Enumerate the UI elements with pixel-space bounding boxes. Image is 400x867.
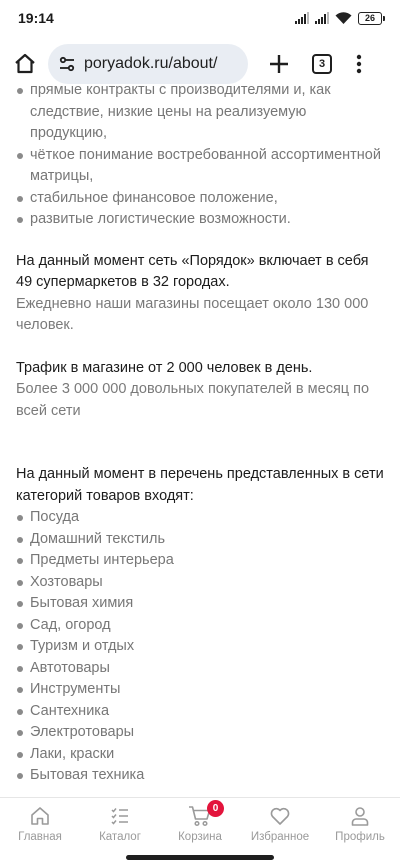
- battery-level: 26: [364, 13, 375, 23]
- nav-home[interactable]: [0, 798, 80, 849]
- categories-block: [16, 464, 384, 787]
- bottom-nav: [0, 797, 400, 849]
- heart-icon: [269, 805, 291, 827]
- status-bar: [0, 0, 400, 36]
- signal-icon: [295, 12, 309, 24]
- plus-icon: [269, 54, 289, 74]
- nav-cart-label: Корзина: [178, 831, 222, 843]
- home-button[interactable]: [10, 49, 40, 79]
- list-icon: [109, 805, 131, 827]
- traffic-heading: Трафик в магазине от 2 000 человек в день.: [16, 359, 313, 376]
- category-item: Хозтовары: [16, 572, 384, 594]
- signal-icon-2: [315, 12, 329, 24]
- category-item: Посуда: [16, 507, 384, 529]
- home-icon: [13, 52, 37, 76]
- nav-favorites-label: Избранное: [250, 831, 310, 843]
- category-item: Автотовары: [16, 658, 384, 680]
- category-item: Предметы интерьера: [16, 550, 384, 572]
- user-icon: [349, 805, 371, 827]
- category-item: Бытовая химия: [16, 593, 384, 615]
- list-item: стабильное финансовое положение,: [16, 188, 384, 210]
- category-item: Электротовары: [16, 722, 384, 744]
- traffic-block: [16, 358, 384, 423]
- nav-favorites[interactable]: [240, 798, 320, 849]
- categories-heading: На данный момент в перечень представленных в сети категорий товаров входят:: [16, 466, 384, 504]
- status-icons: [295, 12, 382, 25]
- nav-profile-label: Профиль: [335, 831, 385, 843]
- categories-list: [16, 507, 384, 787]
- site-settings-icon: [58, 55, 76, 73]
- wifi-icon: [335, 12, 352, 25]
- status-time: 19:14: [18, 10, 54, 26]
- cart-count-badge: 0: [207, 800, 224, 817]
- battery-icon: [358, 12, 382, 25]
- stores-text: Ежедневно наши магазины посещает около 130 000 человек.: [16, 295, 369, 333]
- nav-profile[interactable]: [320, 798, 400, 849]
- more-vertical-icon: [356, 54, 362, 74]
- nav-cart[interactable]: [160, 798, 240, 849]
- category-item: Туризм и отдых: [16, 636, 384, 658]
- browser-menu-button[interactable]: [354, 52, 364, 76]
- list-item: чёткое понимание востребованной ассортиментной матрицы,: [16, 145, 384, 188]
- category-item: Инструменты: [16, 679, 384, 701]
- stores-block: [16, 251, 384, 337]
- list-item: прямые контракты с производителями и, как следствие, низкие цены на реализуемую продукцию,: [16, 80, 384, 145]
- category-item: Бытовая техника: [16, 765, 384, 787]
- home-nav-icon: [29, 805, 51, 827]
- list-item: развитые логистические возможности.: [16, 209, 384, 231]
- new-tab-button[interactable]: [264, 49, 294, 79]
- category-item: Сантехника: [16, 701, 384, 723]
- traffic-text: Более 3 000 000 довольных покупателей в месяц по всей сети: [16, 381, 370, 419]
- category-item: Лаки, краски: [16, 744, 384, 766]
- nav-catalog[interactable]: [80, 798, 160, 849]
- gesture-bar[interactable]: [126, 855, 274, 860]
- nav-home-label: Главная: [18, 831, 62, 843]
- address-bar[interactable]: [48, 44, 248, 84]
- category-item: Сад, огород: [16, 615, 384, 637]
- cart-icon: [188, 803, 219, 827]
- tab-switcher-button[interactable]: 3: [312, 54, 332, 74]
- stores-heading: На данный момент сеть «Порядок» включает в себя 49 супермаркетов в 32 городах.: [16, 252, 369, 290]
- advantages-list: [16, 80, 384, 231]
- page-content: [0, 82, 400, 797]
- category-item: Домашний текстиль: [16, 529, 384, 551]
- nav-catalog-label: Каталог: [99, 831, 141, 843]
- url-text: poryadok.ru/about/: [84, 55, 218, 72]
